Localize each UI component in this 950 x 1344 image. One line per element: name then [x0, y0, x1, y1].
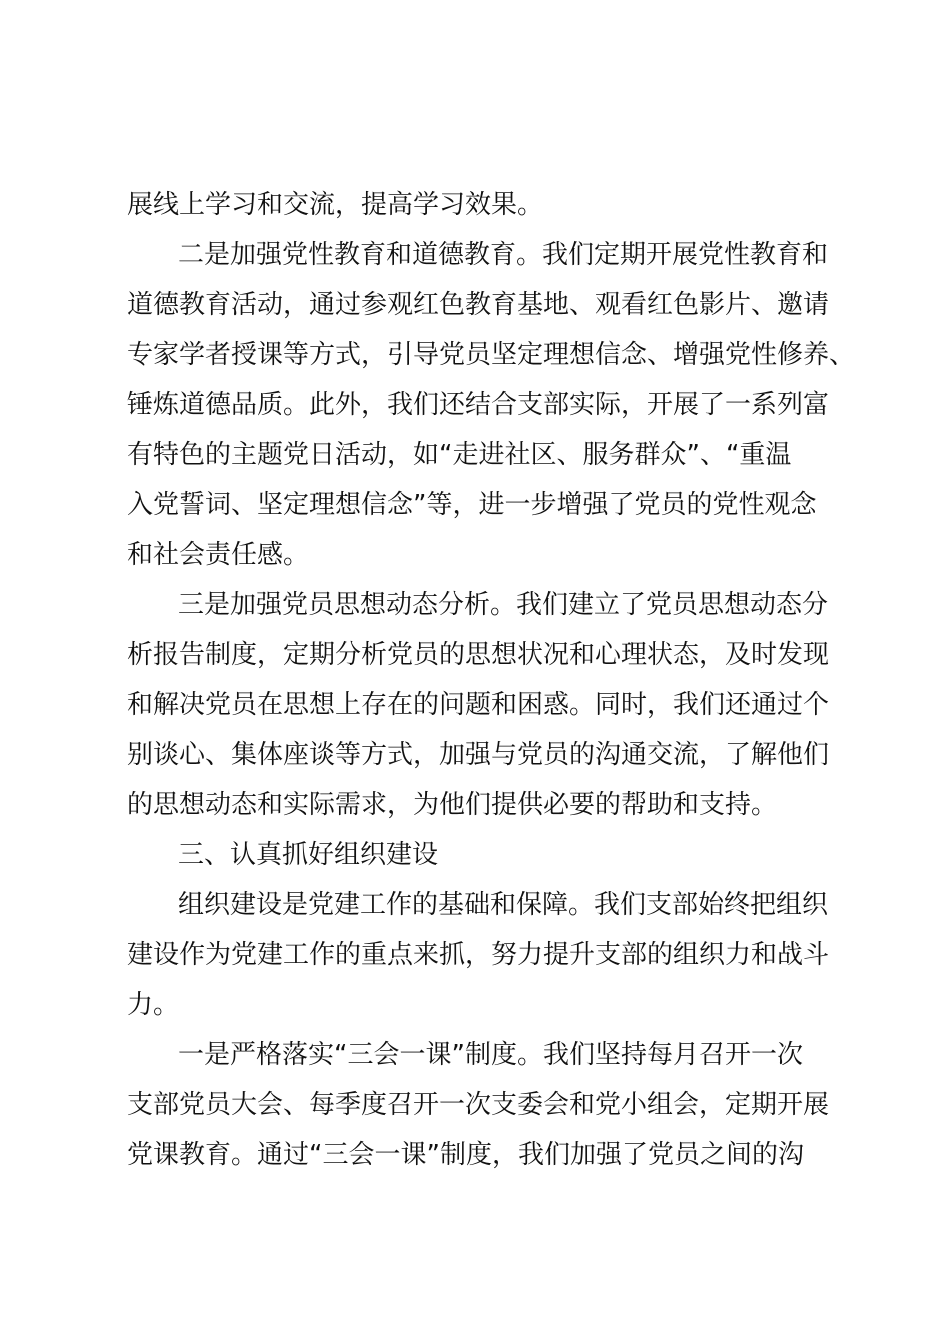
section-heading: 三、认真抓好组织建设 [178, 840, 439, 870]
paragraph-line: 的思想动态和实际需求，为他们提供必要的帮助和支持。 [127, 790, 778, 820]
paragraph-line: 和社会责任感。 [127, 540, 310, 570]
paragraph-line: 锤炼道德品质。此外，我们还结合支部实际，开展了一系列富 [127, 390, 830, 420]
paragraph-line: 别谈心、集体座谈等方式，加强与党员的沟通交流，了解他们 [127, 740, 830, 770]
paragraph-line: 组织建设是党建工作的基础和保障。我们支部始终把组织 [178, 890, 829, 920]
paragraph-line: 专家学者授课等方式，引导党员坚定理想信念、增强党性修养、 [127, 340, 856, 370]
paragraph-line: 有特色的主题党日活动，如“走进社区、服务群众”、“重温 [127, 440, 792, 470]
paragraph-line: 力。 [127, 990, 180, 1020]
paragraph-line: 展线上学习和交流，提高学习效果。 [127, 190, 544, 220]
paragraph-line: 二是加强党性教育和道德教育。我们定期开展党性教育和 [178, 240, 829, 270]
paragraph-line: 三是加强党员思想动态分析。我们建立了党员思想动态分 [178, 590, 829, 620]
paragraph-line: 道德教育活动，通过参观红色教育基地、观看红色影片、邀请 [127, 290, 830, 320]
paragraph-line: 和解决党员在思想上存在的问题和困惑。同时，我们还通过个 [127, 690, 830, 720]
paragraph-line: 支部党员大会、每季度召开一次支委会和党小组会，定期开展 [127, 1090, 830, 1120]
paragraph-line: 析报告制度，定期分析党员的思想状况和心理状态，及时发现 [127, 640, 830, 670]
paragraph-line: 入党誓词、坚定理想信念”等，进一步增强了党员的党性观念 [127, 490, 817, 520]
paragraph-line: 一是严格落实“三会一课”制度。我们坚持每月召开一次 [178, 1040, 803, 1070]
paragraph-line: 党课教育。通过“三会一课”制度，我们加强了党员之间的沟 [127, 1140, 804, 1170]
paragraph-line: 建设作为党建工作的重点来抓，努力提升支部的组织力和战斗 [127, 940, 830, 970]
